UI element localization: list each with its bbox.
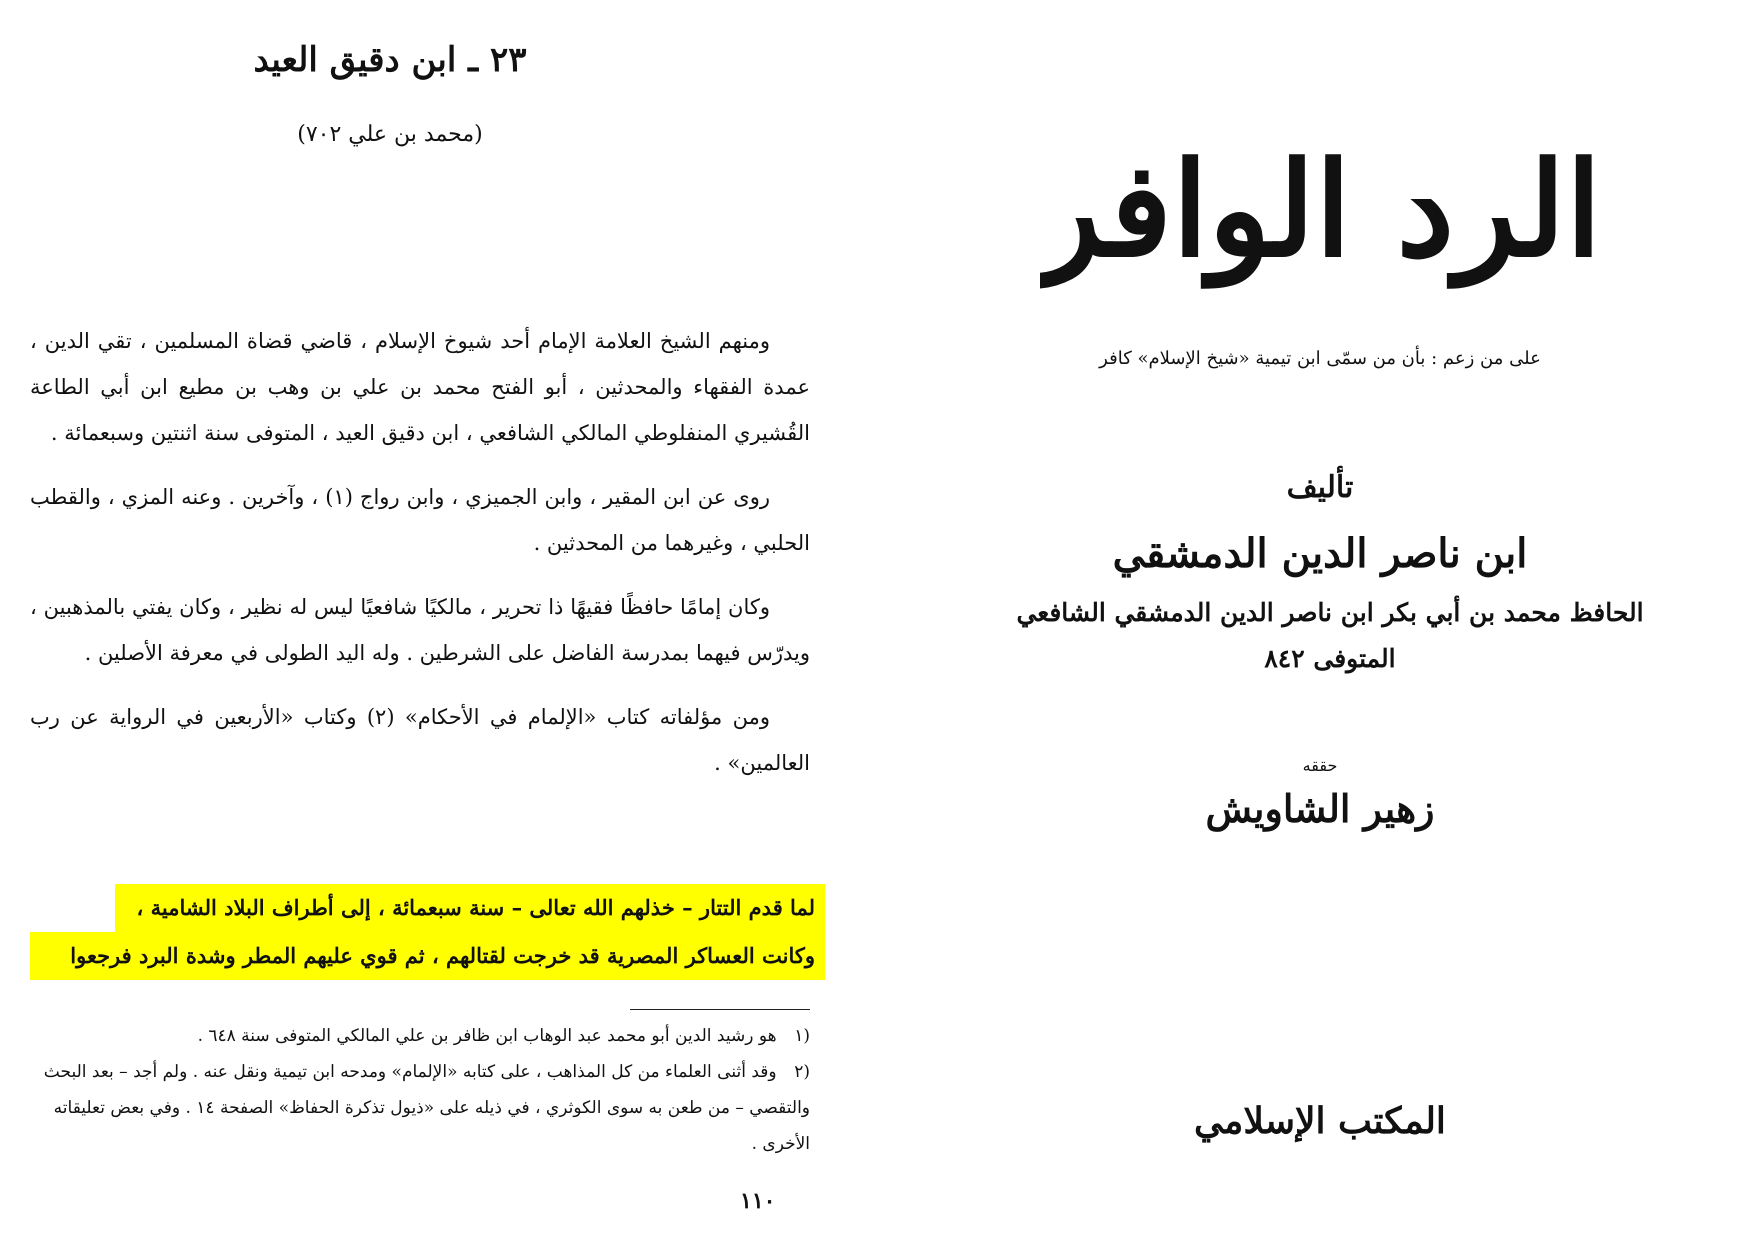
highlighted-line: لما قدم التتار – خذلهم الله تعالى – سنة سبعمائة ، إلى أطراف البلاد الشامية ، [115, 884, 825, 932]
chapter-title: ٢٣ ـ ابن دقيق العيد [253, 40, 527, 80]
page-number: ١١٠ [740, 1188, 776, 1214]
paragraph: وكان إمامًا حافظًا فقيهًا ذا تحرير ، مالكيًا شافعيًا ليس له نظير ، وكان يفتي بالمذهبين ، ويدرّس فيهما بمدرسة الفاضل على الشرطين . وله اليد الطولى في معرفة الأصلين . [30, 595, 810, 665]
author-full-name: الحافظ محمد بن أبي بكر ابن ناصر الدين الدمشقي الشافعي [1016, 598, 1644, 627]
publisher-name: المكتب الإسلامي [1194, 1100, 1446, 1142]
editor-label: حققه [1302, 756, 1338, 775]
book-subtitle: على من زعم : بأن من سمّى ابن تيمية «شيخ الإسلام» كافر [1099, 348, 1541, 369]
left-page [0, 0, 850, 1240]
footnote-number: (١ [794, 1026, 810, 1046]
paragraph: ومنهم الشيخ العلامة الإمام أحد شيوخ الإسلام ، قاضي قضاة المسلمين ، تقي الدين ، عمدة الفقهاء والمحدثين ، أبو الفتح محمد بن علي بن وهب بن مطيع ابن أبي الطاعة القُشيري المنفلوطي المالكي الشافعي ، ابن دقيق العيد ، المتوفى سنة اثنتين وسبعمائة . [30, 329, 810, 445]
chapter-subtitle: (محمد بن علي ٧٠٢) [297, 122, 483, 147]
book-title-text: الرد الوافر [1040, 133, 1600, 286]
footnote-text: هو رشيد الدين أبو محمد عبد الوهاب ابن ظافر بن علي المالكي المتوفى سنة ٦٤٨ . [197, 1026, 777, 1046]
footnote-text: وقد أثنى العلماء من كل المذاهب ، على كتابه «الإلمام» ومدحه ابن تيمية ونقل عنه . ولم أجد – بعد البحث والتقصي – من طعن به سوى الكوثري ، في ذيله على «ذيول تذكرة الحفاظ» الصفحة ١٤ . وفي بعض تعليقاته الأخرى . [43, 1062, 810, 1154]
footnote-divider [630, 1009, 810, 1010]
body-text [30, 318, 810, 804]
paragraph: ومن مؤلفاته كتاب «الإلمام في الأحكام» (٢) وكتاب «الأربعين في الرواية عن رب العالمين» . [30, 705, 810, 775]
highlighted-line: وكانت العساكر المصرية قد خرجت لقتالهم ، ثم قوي عليهم المطر وشدة البرد فرجعوا [30, 932, 825, 980]
right-page [980, 0, 1748, 1240]
author-death-year: المتوفى ٨٤٢ [1264, 644, 1396, 673]
footnotes [30, 1018, 810, 1162]
footnote [30, 1054, 810, 1162]
footnote [30, 1018, 810, 1054]
footnote-number: (٢ [794, 1062, 810, 1082]
book-title-svg [1040, 90, 1600, 320]
paragraph: روى عن ابن المقير ، وابن الجميزي ، وابن رواج (١) ، وآخرين . وعنه المزي ، والقطب الحلبي ، وغيرهما من المحدثين . [30, 485, 810, 555]
authorship-label: تأليف [1286, 470, 1354, 505]
book-title-calligraphy [1040, 90, 1600, 320]
editor-name: زهير الشاويش [1205, 786, 1435, 831]
highlighted-passage [30, 884, 825, 980]
author-name: ابن ناصر الدين الدمشقي [1112, 530, 1528, 577]
